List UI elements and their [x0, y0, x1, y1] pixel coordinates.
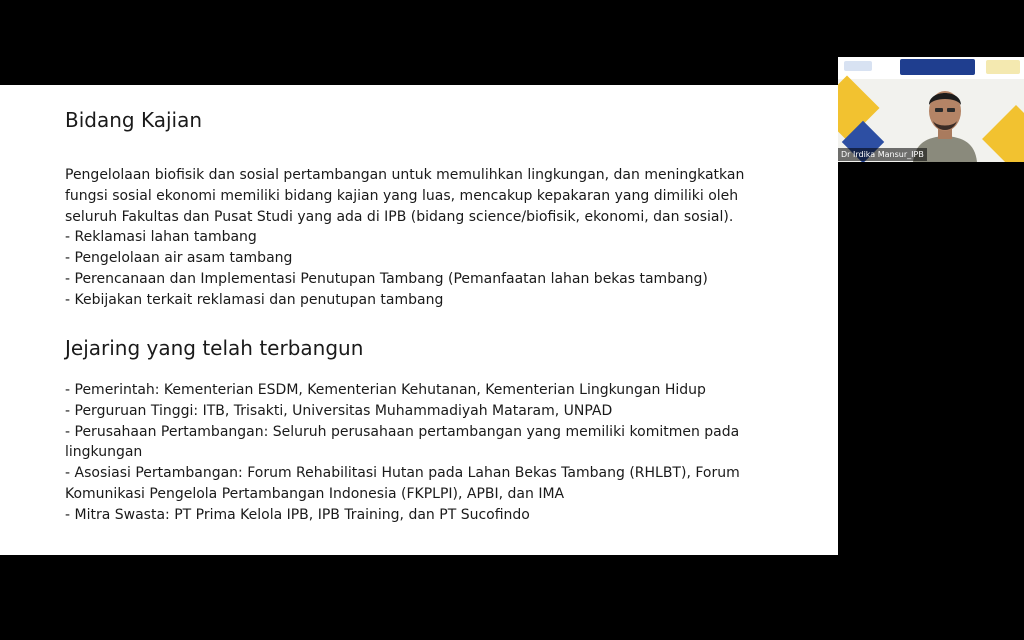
- list-item: - Pemerintah: Kementerian ESDM, Kementerian Kehutanan, Kementerian Lingkungan Hidup: [65, 382, 706, 398]
- heading-bidang-kajian: Bidang Kajian: [65, 108, 203, 132]
- list-item-continuation: lingkungan: [65, 444, 143, 461]
- text-line: seluruh Fakultas dan Pusat Studi yang ada di IPB (bidang science/biofisik, ekonomi, dan sosial).: [65, 208, 734, 225]
- participant-name-label: Dr Irdika Mansur_IPB: [838, 148, 927, 161]
- banner-side-block: [986, 60, 1020, 74]
- text-line: Pengelolaan biofisik dan sosial pertambangan untuk memulihkan lingkungan, dan meningkatkan: [65, 167, 745, 183]
- banner-title-block: [900, 59, 975, 75]
- logo-icon: [844, 61, 872, 71]
- decor-shape: [982, 105, 1024, 162]
- list-item: - Pengelolaan air asam tambang: [65, 250, 293, 267]
- list-item-continuation: Komunikasi Pengelola Pertambangan Indonesia (FKPLPI), APBI, dan IMA: [65, 485, 565, 502]
- list-item: - Asosiasi Pertambangan: Forum Rehabilitasi Hutan pada Lahan Bekas Tambang (RHLBT), Forum: [65, 465, 740, 482]
- participant-video-tile[interactable]: [838, 57, 1024, 162]
- list-item: - Mitra Swasta: PT Prima Kelola IPB, IPB Training, dan PT Sucofindo: [65, 506, 530, 523]
- heading-jejaring: Jejaring yang telah terbangun: [65, 336, 364, 360]
- jejaring-text: [65, 380, 765, 526]
- shared-slide: [0, 85, 838, 555]
- list-item: - Reklamasi lahan tambang: [65, 229, 257, 246]
- text-line: fungsi sosial ekonomi memiliki bidang kajian yang luas, mencakup kepakaran yang dimiliki oleh: [65, 187, 739, 204]
- bidang-kajian-text: [65, 165, 765, 311]
- list-item: - Perusahaan Pertambangan: Seluruh perusahaan pertambangan yang memiliki komitmen pada: [65, 423, 740, 440]
- list-item: - Perguruan Tinggi: ITB, Trisakti, Universitas Muhammadiyah Mataram, UNPAD: [65, 402, 613, 419]
- list-item: - Kebijakan terkait reklamasi dan penutupan tambang: [65, 291, 444, 308]
- list-item: - Perencanaan dan Implementasi Penutupan Tambang (Pemanfaatan lahan bekas tambang): [65, 270, 708, 287]
- virtual-background-banner: [838, 57, 1024, 79]
